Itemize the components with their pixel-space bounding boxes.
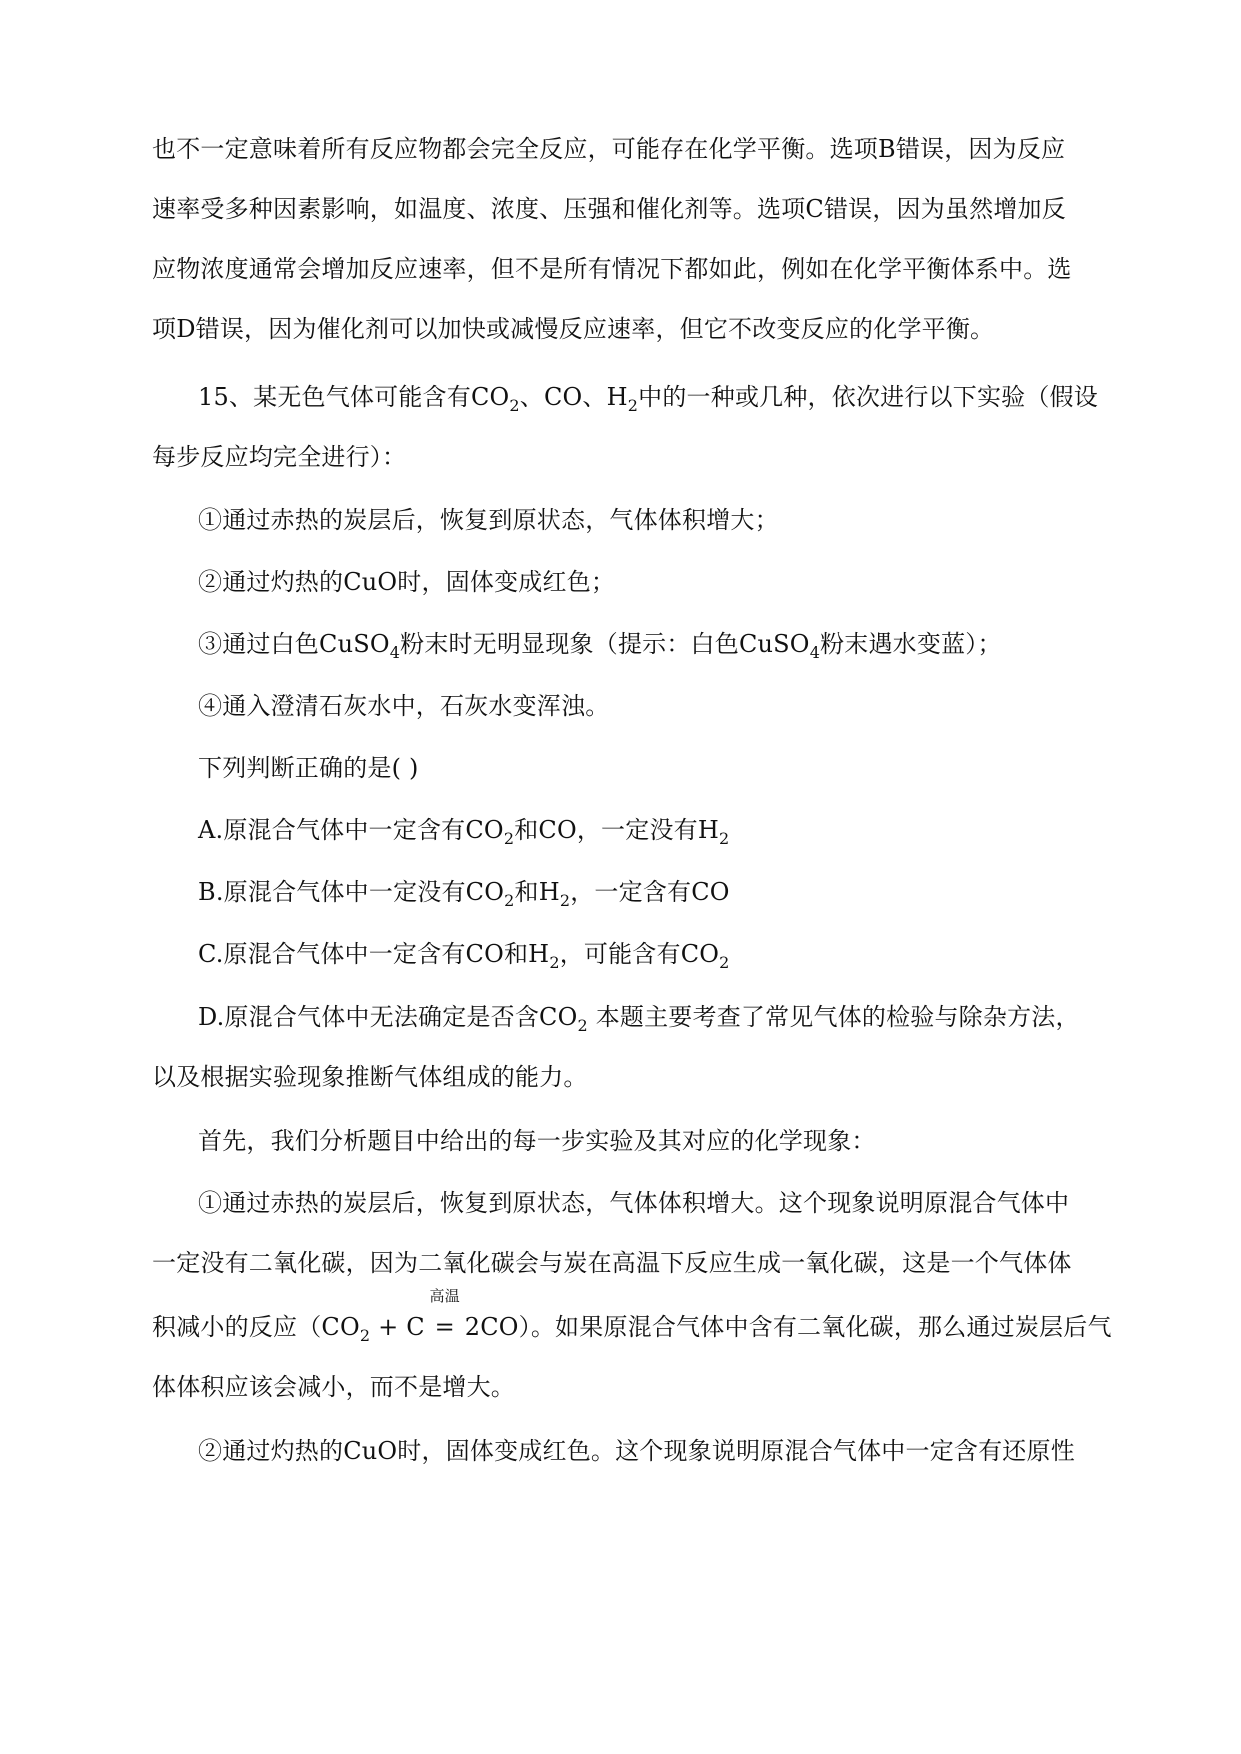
analysis-p1-line1: ①通过赤热的炭层后，恢复到原状态，气体体积增大。这个现象说明原混合气体中 (198, 1189, 1070, 1217)
analysis-p1-line4: 体体积应该会减小，而不是增大。 (152, 1373, 515, 1401)
experiment-step-1: ①通过赤热的炭层后，恢复到原状态，气体体积增大； (198, 506, 779, 534)
analysis-p1-line3: 积减小的反应（$CO_2 + C$ 高温 = 2CO）。如果原混合气体中含有二氧化碳，那么通过炭层后气 (152, 1287, 1112, 1345)
equation-equals-sign: 高温 = (429, 1287, 460, 1341)
option-d-continued: 以及根据实验现象推断气体组成的能力。 (152, 1063, 588, 1091)
text-line: 项D错误，因为催化剂可以加快或减慢反应速率，但它不改变反应的化学平衡。 (152, 315, 995, 343)
question-stem: 15、某无色气体可能含有$CO_2$、CO、$H_2$中的一种或几种，依次进行以下实验（假设 (198, 383, 1098, 415)
experiment-step-3: ③通过白色CuSO$_4$粉末时无明显现象（提示：白色CuSO$_4$粉末遇水变蓝）； (198, 630, 1002, 662)
experiment-step-4: ④通入澄清石灰水中，石灰水变浑浊。 (198, 692, 610, 720)
option-c: C.原混合气体中一定含有CO和$H_2$，可能含有$CO_2$ (198, 940, 730, 972)
question-prompt: 下列判断正确的是( ) (198, 754, 419, 782)
text-line: 应物浓度通常会增加反应速率，但不是所有情况下都如此，例如在化学平衡体系中。选 (152, 255, 1072, 283)
question-stem-continued: 每步反应均完全进行）： (152, 443, 407, 471)
reaction-condition: 高温 (429, 1287, 460, 1305)
text-line: 也不一定意味着所有反应物都会完全反应，可能存在化学平衡。选项B错误，因为反应 (152, 135, 1066, 163)
option-d: D.原混合气体中无法确定是否含$CO_2$ 本题主要考查了常见气体的检验与除杂方法， (198, 1003, 1080, 1035)
text-line: 速率受多种因素影响，如温度、浓度、压强和催化剂等。选项C错误，因为虽然增加反 (152, 195, 1066, 223)
analysis-intro: 首先，我们分析题目中给出的每一步实验及其对应的化学现象： (198, 1127, 876, 1155)
option-b: B.原混合气体中一定没有$CO_2$和$H_2$，一定含有CO (198, 878, 730, 910)
experiment-step-2: ②通过灼热的CuO时，固体变成红色； (198, 568, 616, 596)
analysis-p2-line1: ②通过灼热的CuO时，固体变成红色。这个现象说明原混合气体中一定含有还原性 (198, 1437, 1075, 1465)
option-a: A.原混合气体中一定含有$CO_2$和CO，一定没有$H_2$ (198, 816, 730, 848)
analysis-p1-line2: 一定没有二氧化碳，因为二氧化碳会与炭在高温下反应生成一氧化碳，这是一个气体体 (152, 1249, 1072, 1277)
